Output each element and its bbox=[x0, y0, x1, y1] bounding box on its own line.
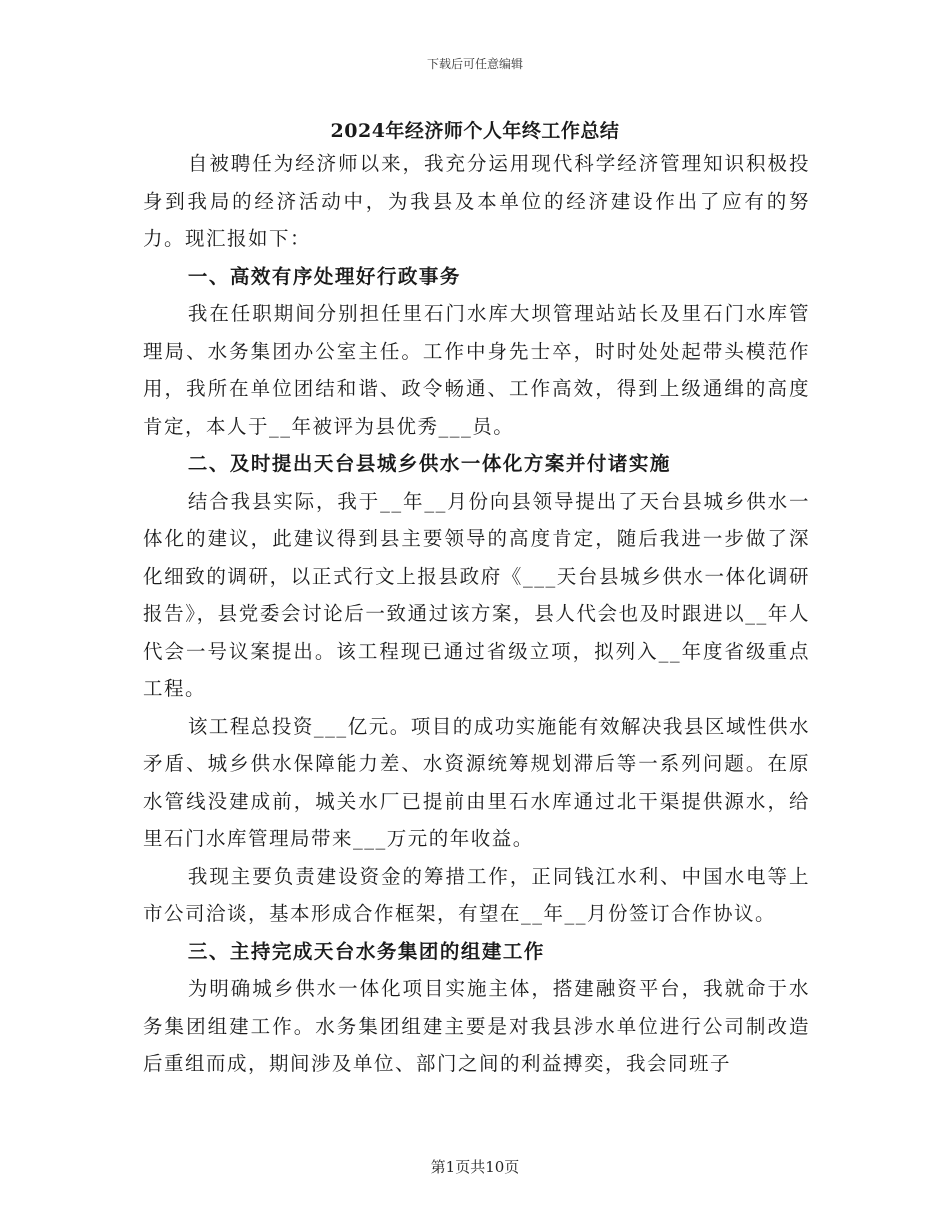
section-2-paragraph-1: 结合我县实际，我于__年__月份向县领导提出了天台县城乡供水一体化的建议，此建议得到县主要领导的高度肯定，随后我进一步做了深化细致的调研，以正式行文上报县政府《___天台县城乡供水一体化调研报告》，县党委会讨论后一致通过该方案，县人代会也及时跟进以__年人代会一号议案提出。该工程现已通过省级立项，拟列入__年度省级重点工程。 bbox=[143, 489, 810, 700]
document-title: 2024年经济师个人年终工作总结 bbox=[330, 120, 620, 142]
section-3-paragraph-1: 为明确城乡供水一体化项目实施主体，搭建融资平台，我就命于水务集团组建工作。水务集团组建主要是对我县涉水单位进行公司制改造后重组而成，期间涉及单位、部门之间的利益搏奕，我会同班子 bbox=[143, 977, 810, 1075]
page-footer: 第1页共10页 bbox=[430, 1158, 520, 1176]
intro-paragraph: 自被聘任为经济师以来，我充分运用现代科学经济管理知识积极投身到我局的经济活动中，为我县及本单位的经济建设作出了应有的努力。现汇报如下： bbox=[143, 152, 810, 250]
section-1-paragraph-1: 我在任职期间分别担任里石门水库大坝管理站站长及里石门水库管理局、水务集团办公室主任。工作中身先士卒，时时处处起带头模范作用，我所在单位团结和谐、政令畅通、工作高效，得到上级通缉的高度肯定，本人于__年被评为县优秀___员。 bbox=[143, 302, 810, 438]
section-1-heading: 一、高效有序处理好行政事务 bbox=[187, 264, 461, 288]
section-2-paragraph-2: 该工程总投资___亿元。项目的成功实施能有效解决我县区域性供水矛盾、城乡供水保障能力差、水资源统筹规划滞后等一系列问题。在原水管线没建成前，城关水厂已提前由里石水库通过北干渠提供源水，给里石门水库管理局带来___万元的年收益。 bbox=[143, 714, 810, 850]
section-3-heading: 三、主持完成天台水务集团的组建工作 bbox=[187, 939, 545, 963]
section-2-heading: 二、及时提出天台县城乡供水一体化方案并付诸实施 bbox=[187, 452, 671, 475]
section-2-paragraph-3: 我现主要负责建设资金的筹措工作，正同钱江水利、中国水电等上市公司洽谈，基本形成合作框架，有望在__年__月份签订合作协议。 bbox=[143, 864, 810, 925]
header-note: 下载后可任意编辑 bbox=[426, 57, 523, 71]
document-body bbox=[143, 145, 810, 1083]
